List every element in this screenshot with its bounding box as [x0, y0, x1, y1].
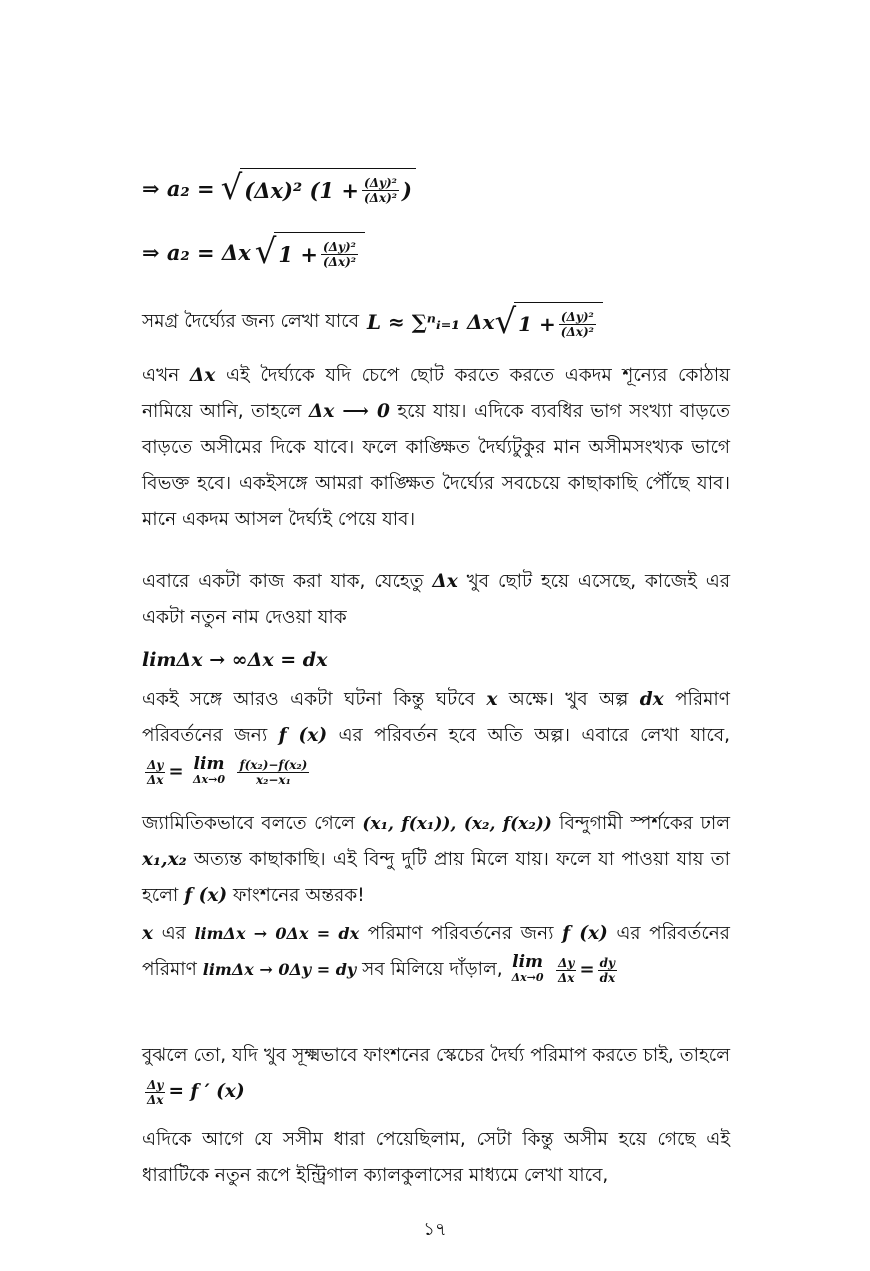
p3-text-3: পরিমাণ পরিবর্তনের জন্য [142, 689, 730, 746]
p2-text-1: এবারে একটা কাজ করা যাক, যেহেতু [142, 571, 424, 592]
p6-frac-num: Δy [147, 1077, 164, 1092]
p4-text-3: অত্যন্ত কাছাকাছি। এই বিন্দু দুটি প্রায় মিলে যায়। ফলে যা পাওয়া যায় তা হলো [142, 849, 730, 906]
paragraph-x-axis-change [142, 682, 730, 790]
p6-derivative [142, 1077, 245, 1107]
eq1-inner-post: ) [402, 177, 412, 203]
p5-text-4: সব মিলিয়ে দাঁড়াল, [362, 959, 503, 980]
p5-text-2: পরিমাণ পরিবর্তনের জন্য [367, 923, 554, 944]
p3-frac2-den: x₂−x₁ [255, 772, 291, 787]
p4-math-2: x₁,x₂ [142, 849, 187, 870]
paragraph-delta-shrink [142, 358, 730, 538]
p3-frac1-den: Δx [147, 772, 164, 787]
equation-a2-second [142, 224, 730, 280]
eq1-fraction [362, 176, 399, 205]
page-number: ১৭ [423, 1219, 447, 1240]
p5-math-2: limΔx → 0Δx = dx [194, 924, 360, 943]
p5-math-1: x [142, 923, 154, 944]
total-length-fraction [559, 310, 596, 339]
p4-text-2: বিন্দুগামী স্পর্শকের ঢাল [559, 813, 730, 834]
p3-equals: = [168, 761, 184, 782]
p5-equals: = [579, 959, 595, 980]
total-length-frac-num: (Δy)² [560, 309, 594, 324]
total-length-line [142, 294, 730, 350]
paragraph-integral-intro [142, 1122, 730, 1194]
p5-text-1: এর [161, 923, 186, 944]
limit-line: limΔx → ∞Δx = dx [142, 649, 328, 671]
p3-text-1: একই সঙ্গে আরও একটা ঘটনা কিন্তু ঘটবে [142, 689, 475, 710]
total-length-inner-pre: 1 + [518, 312, 556, 336]
p1-text-2: এই দৈর্ঘ্যকে যদি চেপে ছোট করতে করতে একদম শূন্যের কোঠায় নামিয়ে আনি, তাহলে [142, 365, 730, 422]
p3-text-4: এর পরিবর্তন হবে অতি অল্প। এবারে লেখা যাবে, [338, 725, 731, 746]
p4-math-3: f (x) [184, 885, 228, 906]
p4-math-1: (x₁, f(x₁)), (x₂, f(x₂)) [362, 814, 552, 834]
p5-math-3: f (x) [562, 923, 608, 944]
p5-frac1-den: Δx [558, 970, 575, 985]
p5-frac2-num: dy [599, 955, 616, 970]
p6-text-1: বুঝলে তো, যদি খুব সূক্ষ্মভাবে ফাংশনের স্কেচের দৈর্ঘ্য পরিমাপ করতে চাই, তাহলে [142, 1045, 730, 1066]
p3-math-2: dx [639, 689, 664, 710]
sqrt-symbol: √ 1 + $\frac{\text{(Δy)²}}{\text{(Δx)²}}$ [494, 302, 602, 342]
p1-text-3: হয়ে যায়। এদিকে ব্যবধির ভাগ সংখ্যা বাড়তে বাড়তে অসীমের দিকে যাবে। ফলে কাঙ্ক্ষিত দৈর্ঘ্যটুকুর মান অসীমসংখ্যক ভাগে বিভক্ত হবে। একইসঙ্গে আমরা কাঙ্ক্ষিত দৈর্ঘ্যের সবচেয়ে কাছাকাছি পৌঁছে যাব। মানে একদম আসল দৈর্ঘ্যই পেয়ে যাব। [142, 401, 730, 530]
eq1-frac-den: (Δx)² [363, 190, 398, 205]
sqrt-symbol: √ 1 + $\frac{\text{(Δy)²}}{\text{(Δx)²}}$ [255, 232, 365, 272]
p6-math-1: = f ′ (x) [168, 1081, 245, 1102]
p5-derivative-expression [509, 952, 621, 985]
p5-lim-sub: Δx→0 [511, 971, 544, 984]
p3-frac1-num: Δy [147, 757, 164, 772]
eq2-fraction [321, 240, 358, 269]
total-length-sum: L ≈ ∑ⁿᵢ₌₁ Δx [367, 310, 495, 334]
p5-lim: lim [512, 952, 544, 972]
paragraph-geometric-meaning [142, 806, 730, 914]
p7-text-1: এদিকে আগে যে সসীম ধারা পেয়েছিলাম, সেটা কিন্তু অসীম হয়ে গেছে এই ধারাটিকে নতুন রূপে ইন্ট্রিগাল ক্যালকুলাসের মাধ্যমে লেখা যাবে, [142, 1129, 730, 1186]
equation-a2-first [142, 160, 730, 216]
paragraph-new-name [142, 564, 730, 636]
p5-math-4: limΔx → 0Δy = dy [202, 960, 357, 979]
total-length-text: সমগ্র দৈর্ঘ্যের জন্য লেখা যাবে [142, 311, 359, 332]
p3-derivative-expression [142, 754, 312, 787]
p1-math-2: Δx ⟶ 0 [308, 401, 390, 422]
eq2-lhs: ⇒ a₂ = Δx [142, 239, 251, 265]
p3-math-3: f (x) [278, 725, 328, 746]
p3-lim-sub: Δx→0 [193, 773, 225, 786]
p6-frac-den: Δx [147, 1092, 164, 1107]
p1-text-1: এখন [142, 365, 180, 386]
p5-frac2-den: dx [599, 970, 616, 985]
eq1-lhs: ⇒ a₂ = [142, 175, 215, 201]
p3-math-1: x [486, 689, 498, 710]
p2-text-2: খুব ছোট হয়ে এসেছে, কাজেই এর একটা নতুন নাম দেওয়া যাক [142, 571, 731, 628]
total-length-frac-den: (Δx)² [560, 324, 594, 339]
p3-lim: lim [193, 754, 225, 774]
p3-text-2: অক্ষে। খুব অল্প [508, 689, 629, 710]
p4-text-1: জ্যামিতিকভাবে বলতে গেলে [142, 813, 355, 834]
paragraph-conclusion [142, 1038, 730, 1110]
p1-math-1: Δx [189, 365, 216, 386]
eq2-frac-den: (Δx)² [322, 254, 357, 269]
eq2-frac-num: (Δy)² [323, 239, 356, 254]
p2-math-1: Δx [432, 571, 458, 592]
sqrt-symbol: √ (Δx)² (1 + $\frac{\text{(Δy)²}}{\text{(Δx)²}}$ ) [221, 168, 416, 208]
eq2-inner-pre: 1 + [278, 241, 318, 267]
p5-frac1-num: Δy [558, 955, 575, 970]
p4-text-4: ফাংশনের অন্তরক! [233, 885, 365, 906]
p3-frac2-num: f(x₂)−f(x₂) [239, 757, 308, 772]
p5-text-3: এর পরিবর্তনের পরিমাণ [142, 923, 730, 980]
limit-definition-line [142, 642, 730, 679]
eq1-inner-pre: (Δx)² (1 + [244, 177, 359, 203]
eq1-frac-num: (Δy)² [364, 175, 397, 190]
paragraph-summary [142, 916, 730, 988]
